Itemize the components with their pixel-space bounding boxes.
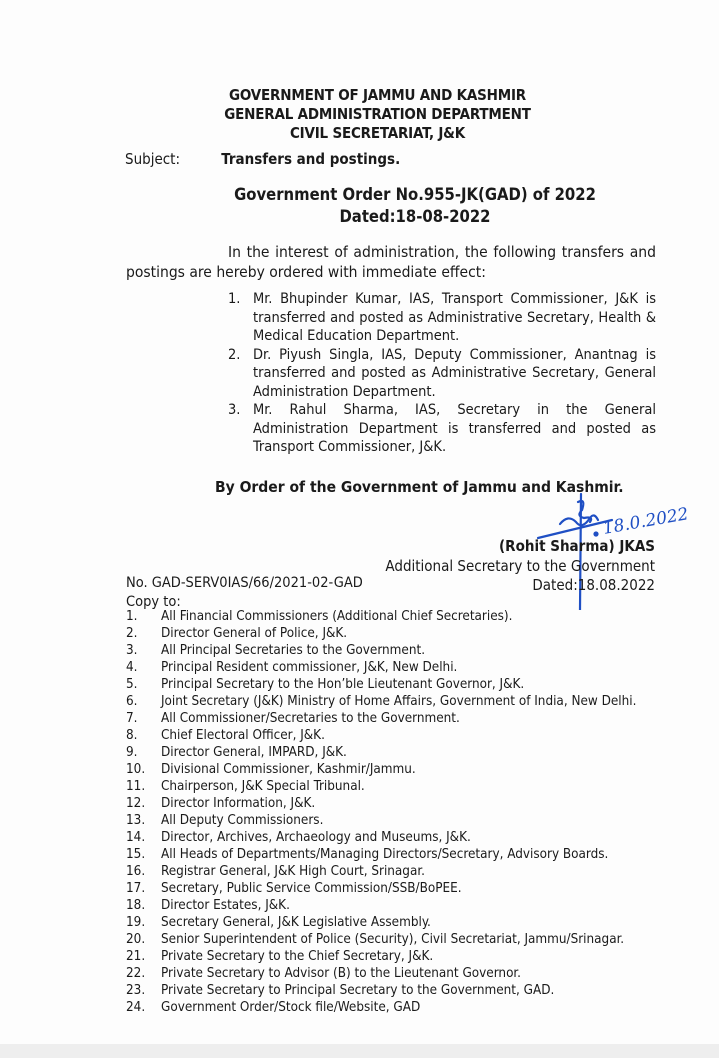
item-number: 13. (126, 813, 146, 828)
item-number: 20. (126, 932, 146, 947)
intro-paragraph: In the interest of administration, the following transfers and postings are hereby ordered with immediate effect: (126, 243, 656, 281)
copy-to-item (126, 965, 636, 982)
copy-to-item (126, 999, 636, 1016)
signature-stroke (538, 520, 612, 538)
reference-block (126, 574, 363, 612)
item-text: All Heads of Departments/Managing Directors/Secretary, Advisory Boards. (161, 847, 609, 862)
subject-line (125, 150, 400, 168)
copy-to-item (126, 693, 636, 710)
item-number: 16. (126, 864, 146, 879)
letterhead-government: GOVERNMENT OF JAMMU AND KASHMIR (229, 86, 526, 104)
item-number: 17. (126, 881, 146, 896)
item-number: 4. (126, 660, 138, 675)
item-text: Director Estates, J&K. (161, 898, 290, 913)
item-number: 2. (228, 346, 241, 363)
letterhead-department: GENERAL ADMINISTRATION DEPARTMENT (224, 105, 531, 123)
item-text: Director General, IMPARD, J&K. (161, 745, 347, 760)
item-number: 3. (228, 402, 241, 418)
item-text: All Principal Secretaries to the Government. (161, 643, 426, 658)
copy-to-item (126, 795, 636, 812)
order-heading (200, 184, 630, 228)
item-number: 19. (126, 915, 146, 930)
signatory-name: (Rohit Sharma) JKAS (499, 537, 655, 555)
handwritten-date: 18.0.2022 (601, 504, 691, 539)
item-text: Private Secretary to Principal Secretary to the Government, GAD. (161, 983, 555, 998)
signature-dot (595, 533, 598, 536)
copy-to-item (126, 676, 636, 693)
signatory-designation: Additional Secretary to the Government (385, 556, 655, 575)
copy-to-item (126, 608, 636, 625)
item-text: All Commissioner/Secretaries to the Government. (161, 711, 460, 726)
copy-to-item (126, 982, 636, 999)
item-number: 15. (126, 847, 146, 862)
item-text: Principal Resident commissioner, J&K, New Delhi. (161, 660, 458, 675)
copy-to-list (126, 608, 636, 1016)
item-text: Registrar General, J&K High Court, Srinagar. (161, 864, 425, 879)
item-text: Secretary, Public Service Commission/SSB/BoPEE. (161, 881, 462, 896)
item-text: Dr. Piyush Singla, IAS, Deputy Commissioner, Anantnag is transferred and posted as Administrative Secretary, General Administration Department. (253, 346, 656, 400)
copy-to-item (126, 710, 636, 727)
copy-to-item (126, 931, 636, 948)
copy-to-label: Copy to: (126, 594, 181, 610)
order-number: Government Order No.955-JK(GAD) of 2022 (234, 185, 596, 204)
item-number: 7. (126, 711, 138, 726)
item-text: Chairperson, J&K Special Tribunal. (161, 779, 365, 794)
copy-to-item (126, 948, 636, 965)
item-number: 24. (126, 1000, 146, 1015)
transfer-orders-list (228, 290, 656, 457)
item-number: 1. (126, 609, 138, 624)
copy-to-item (126, 642, 636, 659)
item-text: Senior Superintendent of Police (Security), Civil Secretariat, Jammu/Srinagar. (161, 932, 625, 947)
item-text: Chief Electoral Officer, J&K. (161, 728, 325, 743)
item-number: 9. (126, 745, 138, 760)
item-number: 1. (228, 291, 241, 307)
copy-to-item (126, 829, 636, 846)
item-text: Mr. Bhupinder Kumar, IAS, Transport Commissioner, J&K is transferred and posted as Administrative Secretary, Health & Medical Education Department. (253, 291, 656, 344)
item-number: 5. (126, 677, 138, 692)
copy-to-item (126, 897, 636, 914)
order-date: Dated:18-08-2022 (339, 207, 491, 226)
item-number: 10. (126, 762, 146, 777)
letterhead (0, 86, 719, 143)
transfer-order-item (228, 346, 656, 402)
subject-value: Transfers and postings. (221, 150, 401, 168)
item-text: Divisional Commissioner, Kashmir/Jammu. (161, 762, 416, 777)
item-number: 12. (126, 796, 146, 811)
item-number: 14. (126, 830, 146, 845)
copy-to-item (126, 863, 636, 880)
item-number: 11. (126, 779, 146, 794)
item-number: 23. (126, 983, 146, 998)
item-text: All Deputy Commissioners. (161, 813, 324, 828)
letterhead-secretariat: CIVIL SECRETARIAT, J&K (289, 124, 466, 142)
transfer-order-item (228, 290, 656, 346)
item-text: Private Secretary to Advisor (B) to the Lieutenant Governor. (161, 966, 521, 981)
copy-to-item (126, 778, 636, 795)
copy-to-item (126, 761, 636, 778)
copy-to-item (126, 744, 636, 761)
copy-to-item (126, 659, 636, 676)
item-text: Director Information, J&K. (161, 796, 316, 811)
item-number: 2. (126, 626, 138, 641)
copy-to-item (126, 846, 636, 863)
signature-date: Dated:18.08.2022 (532, 576, 655, 594)
reference-number: No. GAD-SERV0IAS/66/2021-02-GAD (126, 575, 363, 591)
copy-to-item (126, 625, 636, 642)
transfer-order-item (228, 401, 656, 457)
item-text: Private Secretary to the Chief Secretary, J&K. (161, 949, 434, 964)
signature-block (385, 537, 655, 596)
item-text: Director General of Police, J&K. (161, 626, 348, 641)
item-text: Director, Archives, Archaeology and Museums, J&K. (161, 830, 471, 845)
item-text: All Financial Commissioners (Additional Chief Secretaries). (161, 609, 513, 624)
copy-to-item (126, 880, 636, 897)
item-number: 8. (126, 728, 138, 743)
by-order-line: By Order of the Government of Jammu and Kashmir. (215, 478, 624, 496)
item-number: 22. (126, 966, 146, 981)
item-text: Mr. Rahul Sharma, IAS, Secretary in the General Administration Department is transferred and posted as Transport Commissioner, J&K. (253, 402, 656, 455)
item-text: Principal Secretary to the Hon’ble Lieutenant Governor, J&K. (161, 677, 525, 692)
item-number: 6. (126, 694, 138, 709)
item-text: Secretary General, J&K Legislative Assembly. (161, 915, 431, 930)
copy-to-item (126, 812, 636, 829)
item-number: 21. (126, 949, 146, 964)
copy-to-item (126, 727, 636, 744)
item-number: 18. (126, 898, 146, 913)
item-text: Government Order/Stock file/Website, GAD (161, 1000, 421, 1015)
page-bottom-margin (0, 1044, 719, 1058)
copy-to-item (126, 914, 636, 931)
item-text: Joint Secretary (J&K) Ministry of Home Affairs, Government of India, New Delhi. (161, 694, 637, 709)
item-number: 3. (126, 643, 138, 658)
subject-label: Subject: (125, 150, 181, 168)
